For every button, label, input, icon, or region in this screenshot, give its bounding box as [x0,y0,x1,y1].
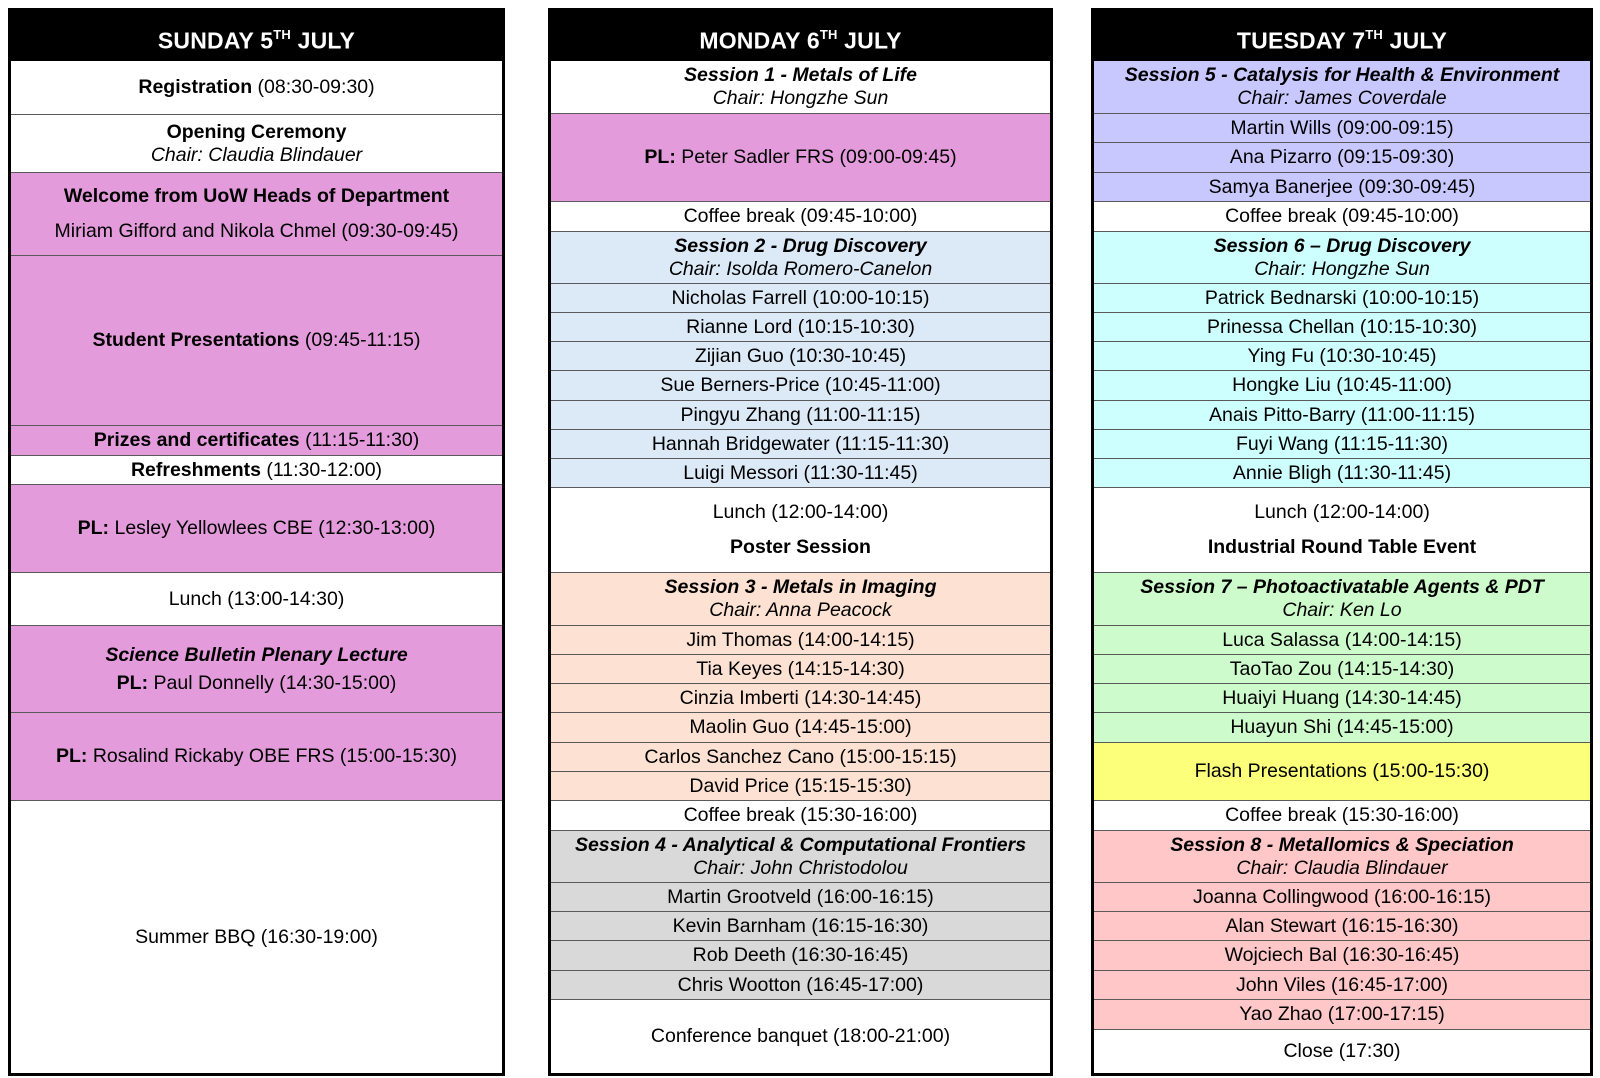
talk-slot [1094,172,1590,201]
tuesday-header [1094,11,1590,61]
prizes-slot [11,425,502,455]
tuesday-column [1091,8,1593,1076]
talk-slot [551,341,1050,370]
talk-slot [551,712,1050,742]
talk-text: Prinessa Chellan (10:15-10:30) [1207,315,1477,338]
slot-title: Close (17:30) [1283,1040,1401,1062]
session-4-header [551,830,1050,882]
talk-text: Ana Pizarro (09:15-09:30) [1229,146,1455,168]
talk-text: Luca Salassa (14:00-14:15) [1222,628,1462,651]
session-chair: Chair: Isolda Romero-Canelon [668,257,933,280]
talk-text: Sue Berners-Price (10:45-11:00) [660,374,941,396]
talk-slot [551,283,1050,312]
slot-speaker: Lesley Yellowlees CBE (12:30-13:00) [114,517,436,539]
science-bulletin-slot [11,625,502,712]
slot-title: Student Presentations [92,329,300,351]
talk-text: Joanna Collingwood (16:00-16:15) [1192,885,1492,908]
talk-text: Ying Fu (10:30-10:45) [1247,344,1437,367]
talk-slot [1094,940,1590,970]
talk-text: Tia Keyes (14:15-14:30) [696,657,905,680]
slot-time: (11:30-12:00) [266,458,383,481]
talk-slot [551,400,1050,429]
plenary-label: PL: [644,146,676,168]
session-title: Session 5 - Catalysis for Health & Environment [1124,64,1560,86]
day-label: SUNDAY 5 [157,27,274,54]
talk-slot [1094,400,1590,429]
flash-presentations-slot [1094,742,1590,800]
coffee-break-slot [551,201,1050,231]
month-label: JULY [844,27,902,54]
session-chair: Chair: Hongzhe Sun [1254,257,1430,280]
refreshments-slot [11,455,502,484]
talk-text: Anais Pitto-Barry (11:00-11:15) [1209,403,1475,426]
talk-slot [551,771,1050,800]
talk-slot [551,940,1050,970]
session-title: Session 8 - Metallomics & Speciation [1170,833,1514,856]
coffee-break-slot [1094,201,1590,231]
student-presentations-slot [11,255,502,425]
talk-text: Martin Grootveld (16:00-16:15) [667,885,934,908]
talk-text: Yao Zhao (17:00-17:15) [1239,1003,1445,1025]
slot-title: Opening Ceremony [166,120,347,143]
talk-slot [1094,970,1590,999]
close-slot [1094,1029,1590,1073]
talk-text: Annie Bligh (11:30-11:45) [1232,461,1452,484]
slot-title: Refreshments [130,458,261,481]
month-label: JULY [297,27,356,54]
talk-text: Wojciech Bal (16:30-16:45) [1224,944,1460,966]
talk-slot [1094,113,1590,142]
talk-slot [551,625,1050,654]
day-suffix: TH [1365,27,1383,42]
session-6-header [1094,231,1590,283]
talk-text: Maolin Guo (14:45-15:00) [689,716,912,738]
plenary-label: PL: [77,517,110,539]
slot-speaker: Paul Donnelly (14:30-15:00) [153,671,397,694]
monday-lunch-slot [551,487,1050,572]
talk-slot [1094,142,1590,172]
slot-time: (11:15-11:30) [305,429,420,451]
talk-text: John Viles (16:45-17:00) [1235,973,1449,996]
talk-text: TaoTao Zou (14:15-14:30) [1229,657,1455,680]
slot-title: Summer BBQ (16:30-19:00) [135,925,378,948]
talk-slot [551,312,1050,341]
plenary-yellowlees-slot [11,484,502,572]
talk-text: Huayun Shi (14:45-15:00) [1230,716,1454,738]
coffee-break-slot [551,800,1050,830]
talk-slot [551,742,1050,771]
talk-slot [551,429,1050,458]
talk-slot [1094,911,1590,940]
session-chair: Chair: James Coverdale [1237,87,1447,109]
slot-speaker: Peter Sadler FRS (09:00-09:45) [681,146,957,168]
talk-text: Patrick Bednarski (10:00-10:15) [1204,286,1480,309]
session-title: Session 2 - Drug Discovery [674,234,927,257]
session-title: Session 3 - Metals in Imaging [664,576,937,598]
talk-text: David Price (15:15-15:30) [689,774,912,797]
talk-text: Hongke Liu (10:45-11:00) [1232,374,1452,396]
slot-title: Coffee break (15:30-16:00) [683,804,918,826]
talk-slot [1094,370,1590,400]
talk-slot [551,882,1050,911]
slot-title: Registration [138,76,253,98]
session-chair: Chair: Ken Lo [1282,599,1402,621]
welcome-slot [11,172,502,255]
talk-slot [1094,312,1590,341]
session-2-header [551,231,1050,283]
session-1-header [551,61,1050,113]
round-table-label: Industrial Round Table Event [1207,536,1477,558]
session-chair: Chair: Anna Peacock [709,599,892,621]
sunday-column [8,8,505,1076]
session-title: Session 7 – Photoactivatable Agents & PDT [1140,576,1544,598]
talk-slot [1094,683,1590,712]
slot-time: (09:45-11:15) [304,329,421,351]
talk-text: Fuyi Wang (11:15-11:30) [1235,432,1449,455]
talk-text: Rob Deeth (16:30-16:45) [692,944,909,966]
summer-bbq-slot [11,800,502,1073]
slot-title: Conference banquet (18:00-21:00) [650,1025,951,1047]
talk-text: Luigi Messori (11:30-11:45) [683,461,918,484]
plenary-rickaby-slot [11,712,502,800]
talk-text: Cinzia Imberti (14:30-14:45) [679,686,922,709]
talk-text: Carlos Sanchez Cano (15:00-15:15) [644,745,957,768]
slot-title: Coffee break (09:45-10:00) [683,205,918,227]
session-chair: Chair: Claudia Blindauer [1236,856,1448,879]
day-suffix: TH [819,27,838,42]
day-label: TUESDAY 7 [1236,27,1366,54]
session-chair: Chair: Hongzhe Sun [712,87,889,109]
session-title: Session 1 - Metals of Life [684,64,917,86]
talk-slot [1094,283,1590,312]
talk-slot [551,970,1050,999]
talk-text: Chris Wootton (16:45-17:00) [677,973,924,996]
slot-title: Lunch (13:00-14:30) [168,587,345,610]
talk-slot [551,654,1050,683]
talk-slot [551,911,1050,940]
session-3-header [551,572,1050,625]
slot-title: Prizes and certificates [93,429,300,451]
day-label: MONDAY 6 [699,27,820,54]
tuesday-lunch-slot [1094,487,1590,572]
talk-slot [1094,712,1590,742]
slot-speaker: Rosalind Rickaby OBE FRS (15:00-15:30) [92,745,457,767]
talk-text: Nicholas Farrell (10:00-10:15) [671,286,930,309]
talk-text: Pingyu Zhang (11:00-11:15) [680,403,921,426]
slot-title: Science Bulletin Plenary Lecture [105,643,408,666]
talk-slot [1094,654,1590,683]
session-title: Session 4 - Analytical & Computational Frontiers [574,833,1027,856]
slot-title: Coffee break (09:45-10:00) [1225,205,1459,227]
session-7-header [1094,572,1590,625]
talk-slot [1094,458,1590,487]
talk-text: Rianne Lord (10:15-10:30) [686,315,915,338]
opening-ceremony-slot [11,114,502,172]
talk-slot [1094,429,1590,458]
talk-text: Zijian Guo (10:30-10:45) [694,344,907,367]
slot-time: (08:30-09:30) [257,76,375,98]
conference-banquet-slot [551,999,1050,1073]
talk-slot [1094,999,1590,1029]
slot-title: Flash Presentations (15:00-15:30) [1194,760,1490,782]
slot-title: Lunch (12:00-14:00) [712,501,889,523]
monday-column [548,8,1053,1076]
talk-text: Hannah Bridgewater (11:15-11:30) [651,432,950,455]
slot-title: Coffee break (15:30-16:00) [1225,804,1459,826]
talk-text: Huaiyi Huang (14:30-14:45) [1222,686,1462,709]
slot-title: Welcome from UoW Heads of Department [63,185,450,207]
monday-header [551,11,1050,61]
sunday-lunch-slot [11,572,502,625]
talk-text: Samya Banerjee (09:30-09:45) [1208,175,1476,198]
talk-slot [1094,882,1590,911]
slot-title: Lunch (12:00-14:00) [1254,501,1430,523]
month-label: JULY [1389,27,1448,54]
plenary-label: PL: [116,671,149,694]
day-suffix: TH [273,27,292,42]
registration-slot [11,61,502,114]
talk-text: Kevin Barnham (16:15-16:30) [672,914,929,937]
talk-text: Alan Stewart (16:15-16:30) [1225,914,1459,937]
talk-slot [551,370,1050,400]
talk-slot [1094,625,1590,654]
talk-text: Martin Wills (09:00-09:15) [1230,116,1454,139]
slot-chair: Chair: Claudia Blindauer [150,143,363,166]
coffee-break-slot [1094,800,1590,830]
talk-slot [1094,341,1590,370]
sunday-header [11,11,502,61]
session-5-header [1094,61,1590,113]
slot-speakers: Miriam Gifford and Nikola Chmel (09:30-09:45) [54,220,459,242]
plenary-label: PL: [55,745,88,767]
session-chair: Chair: John Christodolou [693,856,908,879]
plenary-sadler-slot [551,113,1050,201]
session-title: Session 6 – Drug Discovery [1213,234,1471,257]
talk-text: Jim Thomas (14:00-14:15) [686,628,915,651]
poster-session-label: Poster Session [730,536,871,558]
session-8-header [1094,830,1590,882]
talk-slot [551,458,1050,487]
talk-slot [551,683,1050,712]
